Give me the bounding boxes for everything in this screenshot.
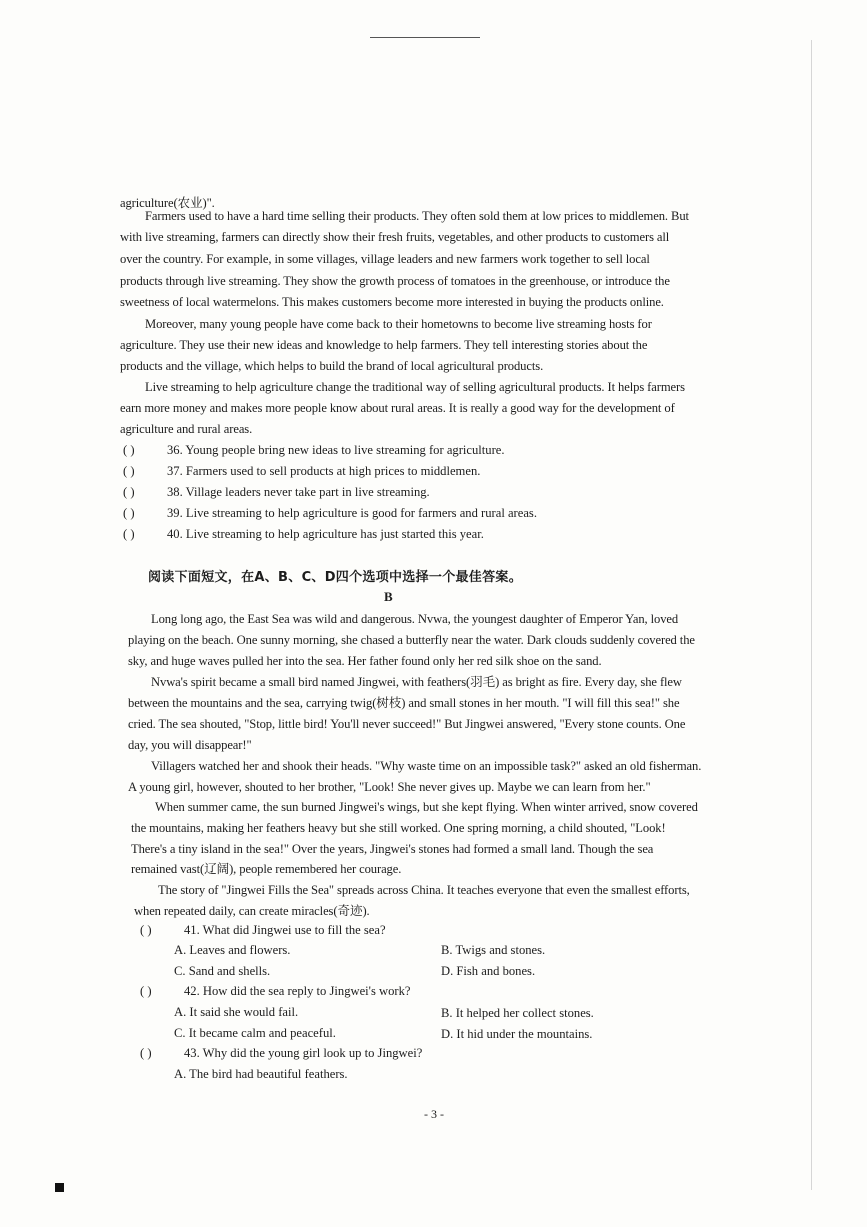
passage-b-line: remained vast(辽阔), people remembered her courage. (131, 862, 402, 876)
passage-a-line: Farmers used to have a hard time selling their products. They often sold them at low prices to middlemen. But (145, 209, 689, 223)
section-letter: B (384, 589, 393, 604)
passage-b-line: A young girl, however, shouted to her brother, "Look! She never gives up. Maybe we can learn from her." (128, 780, 651, 794)
answer-blank[interactable]: ( ) (123, 485, 135, 499)
tf-question-36 (123, 443, 505, 458)
question-text: 36. Young people bring new ideas to live streaming for agriculture. (167, 443, 505, 457)
passage-b-line: Villagers watched her and shook their heads. "Why waste time on an impossible task?" asked an old fisherman. (151, 759, 702, 773)
answer-blank[interactable]: ( ) (123, 506, 135, 520)
passage-b-line: sky, and huge waves pulled her into the sea. Her father found only her red silk shoe on the sand. (128, 654, 602, 668)
passage-a-line: agriculture and rural areas. (120, 422, 253, 436)
mc-question-43 (140, 1046, 422, 1061)
option-a[interactable]: A. The bird had beautiful feathers. (174, 1067, 348, 1081)
answer-blank[interactable]: ( ) (140, 984, 152, 998)
option-c[interactable]: C. It became calm and peaceful. (174, 1026, 336, 1040)
option-c[interactable]: C. Sand and shells. (174, 964, 271, 978)
tf-question-40 (123, 527, 484, 542)
option-d[interactable]: D. It hid under the mountains. (441, 1027, 593, 1041)
question-text: 38. Village leaders never take part in live streaming. (167, 485, 430, 499)
question-stem: 42. How did the sea reply to Jingwei's work? (184, 984, 411, 998)
passage-b-line: There's a tiny island in the sea!" Over the years, Jingwei's stones had formed a small land. Though the sea (131, 842, 654, 856)
option-a[interactable]: A. It said she would fail. (174, 1005, 299, 1019)
passage-a-line: Live streaming to help agriculture change the traditional way of selling agricultural products. It helps farmers (145, 380, 685, 394)
mc-question-41 (140, 923, 386, 938)
question-stem: 41. What did Jingwei use to fill the sea? (184, 923, 386, 937)
answer-blank[interactable]: ( ) (140, 1046, 152, 1060)
passage-b-line: Nvwa's spirit became a small bird named Jingwei, with feathers(羽毛) as bright as fire. Every day, she flew (151, 675, 682, 689)
passage-b-line: The story of "Jingwei Fills the Sea" spreads across China. It teaches everyone that even the smallest efforts, (158, 883, 690, 897)
passage-b-line: playing on the beach. One sunny morning, she chased a butterfly near the water. Dark clouds suddenly covered the (128, 633, 695, 647)
passage-a-line: over the country. For example, in some villages, village leaders and new farmers work together to sell local (120, 252, 650, 266)
option-b[interactable]: B. Twigs and stones. (441, 943, 546, 957)
answer-blank[interactable]: ( ) (123, 443, 135, 457)
passage-b-line: cried. The sea shouted, "Stop, little bird! You'll never succeed!" But Jingwei answered, "Every stone counts. One (128, 717, 686, 731)
tf-question-38 (123, 485, 430, 500)
section-instruction: 阅读下面短文，在A、B、C、D四个选项中选择一个最佳答案。 (148, 570, 523, 585)
tf-question-39 (123, 506, 537, 521)
answer-blank[interactable]: ( ) (123, 527, 135, 541)
passage-b-line: When summer came, the sun burned Jingwei's wings, but she kept flying. When winter arrived, snow covered (155, 800, 698, 814)
option-a[interactable]: A. Leaves and flowers. (174, 943, 291, 957)
passage-b-line: when repeated daily, can create miracles(奇迹). (134, 904, 370, 918)
passage-a-line: products through live streaming. They show the growth process of tomatoes in the greenhouse, or introduce the (120, 274, 670, 288)
passage-b-line: the mountains, making her feathers heavy but she still worked. One spring morning, a child shouted, "Look! (131, 821, 666, 835)
option-b[interactable]: B. It helped her collect stones. (441, 1006, 594, 1020)
passage-a-line: with live streaming, farmers can directly show their fresh fruits, vegetables, and other products to customers all (120, 230, 670, 244)
answer-blank[interactable]: ( ) (123, 464, 135, 478)
mc-question-42 (140, 984, 410, 999)
passage-b-line: between the mountains and the sea, carrying twig(树枝) and small stones in her mouth. "I will fill this sea!" she (128, 696, 680, 710)
passage-a-line: agriculture. They use their new ideas and knowledge to help farmers. They tell interesting stories about the (120, 338, 648, 352)
option-d[interactable]: D. Fish and bones. (441, 964, 536, 978)
question-stem: 43. Why did the young girl look up to Jingwei? (184, 1046, 423, 1060)
passage-a-line: earn more money and makes more people know about rural areas. It is really a good way for the development of (120, 401, 675, 415)
question-text: 39. Live streaming to help agriculture is good for farmers and rural areas. (167, 506, 537, 520)
passage-a-line: Moreover, many young people have come back to their hometowns to become live streaming hosts for (145, 317, 652, 331)
scan-corner-mark (55, 1183, 64, 1192)
passage-b-line: day, you will disappear!" (128, 738, 252, 752)
passage-a-line: agriculture(农业)". (120, 196, 215, 210)
passage-a-line: products and the village, which helps to build the brand of local agricultural products. (120, 359, 544, 373)
question-text: 37. Farmers used to sell products at high prices to middlemen. (167, 464, 481, 478)
passage-a-line: sweetness of local watermelons. This makes customers become more interested in buying the products online. (120, 295, 664, 309)
tf-question-37 (123, 464, 480, 479)
page-number: - 3 - (424, 1107, 444, 1121)
question-text: 40. Live streaming to help agriculture has just started this year. (167, 527, 484, 541)
passage-b-line: Long long ago, the East Sea was wild and dangerous. Nvwa, the youngest daughter of Emperor Yan, loved (151, 612, 679, 626)
answer-blank[interactable]: ( ) (140, 923, 152, 937)
